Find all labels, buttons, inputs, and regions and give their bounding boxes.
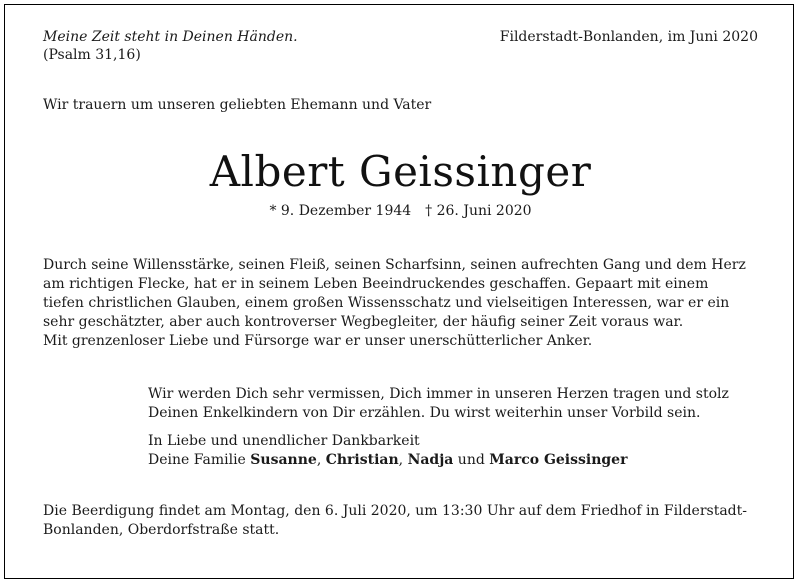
funeral-line: Die Beerdigung findet am Montag, den 6. Juli 2020, um 13:30 Uhr auf dem Friedhof in Filderstadt- — [43, 503, 747, 519]
motto-source: (Psalm 31,16) — [43, 47, 141, 63]
family-member: Nadja — [407, 452, 454, 468]
tribute-line: tiefen christlichen Glauben, einem großen Wissensschatz und vielseitigen Interessen, war er ein — [43, 295, 730, 311]
funeral-line: Bonlanden, Oberdorfstraße statt. — [43, 522, 280, 538]
family-member: Marco Geissinger — [489, 452, 628, 468]
family-member: Christian — [325, 452, 399, 468]
bible-quote — [43, 28, 298, 64]
closing-block — [148, 385, 758, 470]
tribute-line: am richtigen Flecke, hat er in seinem Leben Beeindruckendes geschaffen. Gepaart mit einem — [43, 276, 709, 292]
intro-text: Wir trauern um unseren geliebten Ehemann und Vater — [43, 97, 432, 113]
death-date: † 26. Juni 2020 — [425, 203, 532, 219]
separator: und — [453, 452, 490, 468]
tribute-line: Durch seine Willensstärke, seinen Fleiß, seinen Scharfsinn, seinen aufrechten Gang und dem Herz — [43, 257, 746, 273]
funeral-info — [43, 502, 758, 540]
birth-date: * 9. Dezember 1944 — [269, 203, 412, 219]
deceased-name: Albert Geissinger — [209, 147, 592, 196]
closing-line: Wir werden Dich sehr vermissen, Dich immer in unseren Herzen tragen und stolz — [148, 386, 729, 402]
separator: , — [398, 452, 408, 468]
family-signature — [148, 451, 758, 470]
tribute-line: Mit grenzenloser Liebe und Fürsorge war er unser unerschütterlicher Anker. — [43, 333, 593, 349]
motto-text: Meine Zeit steht in Deinen Händen. — [43, 29, 298, 45]
gratitude-line: In Liebe und unendlicher Dankbarkeit — [148, 433, 420, 449]
separator: , — [316, 452, 326, 468]
family-member: Susanne — [250, 452, 317, 468]
place-date: Filderstadt-Bonlanden, im Juni 2020 — [499, 29, 758, 45]
closing-line: Deinen Enkelkindern von Dir erzählen. Du wirst weiterhin unser Vorbild sein. — [148, 405, 701, 421]
header-row — [43, 28, 758, 64]
obituary-notice — [43, 28, 758, 540]
life-dates — [43, 202, 758, 220]
tribute-line: sehr geschätzter, aber auch kontroverser Wegbegleiter, der häufig seiner Zeit voraus war. — [43, 314, 684, 330]
family-prefix: Deine Familie — [148, 452, 251, 468]
tribute-paragraph — [43, 256, 758, 351]
